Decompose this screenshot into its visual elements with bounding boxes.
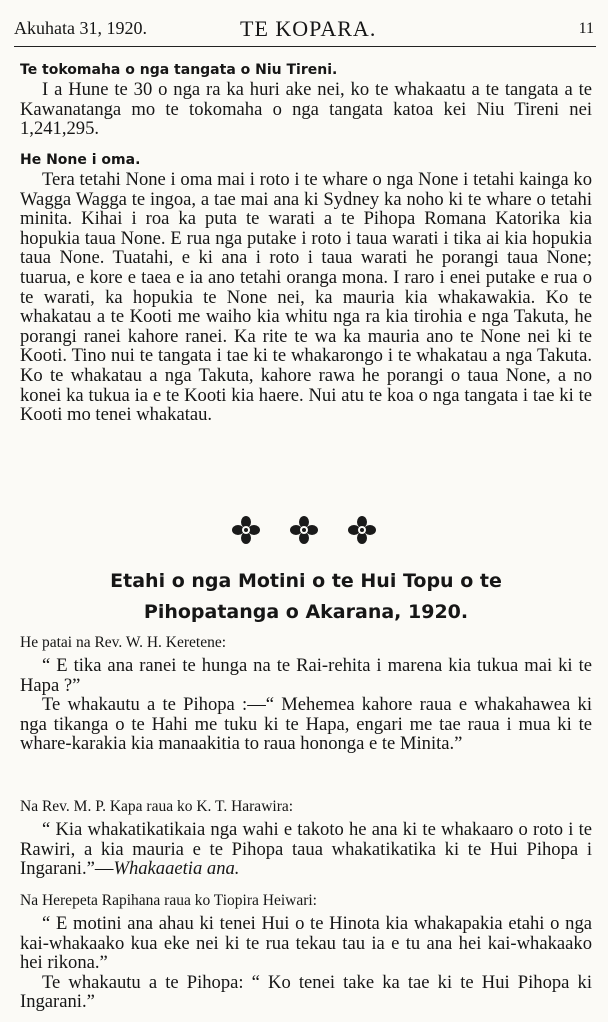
section-population — [20, 60, 592, 139]
motion-item — [20, 632, 592, 754]
motion-quote — [20, 820, 592, 879]
page-header — [14, 10, 596, 47]
motion-reply: Te whakautu a te Pihopa :—“ Mehemea kahore raua e whakahawea ki nga tikanga o te Hahi me tuku ki te Hapa, engari me tae raua i mua ki te whare-karakia kia manaakitia to raua hononga e te Minita.” — [20, 694, 592, 755]
motion-speaker: Na Rev. M. P. Kapa raua ko K. T. Harawira: — [20, 798, 294, 815]
flower-ornament-icon — [231, 515, 261, 545]
section-body: Tera tetahi None i oma mai i roto i te whare o nga None i tetahi kainga ko Wagga Wagga te ingoa, a tae mai ana ki Sydney ka noho ki te whare o tetahi minita. Kihai i roa ka puta te warati a te Pihopa Romana Katorika kia hopukia taua None. E rua nga putake i roto i taua warati i tika ai kia hopukia taua None. Tuatahi, e ki ana i roto i taua warati he porangi taua None; tuarua, e kore e taea e ia ano tetahi oranga mona. I raro i enei putake e rua o te warati, ka hopukia te None nei, ka mauria kia whakawakia. Ko te whakatau a te Kooti me waiho kia whitu nga ra kia tirohia e nga Takuta, he porangi ranei kahore ranei. Ka rite te wa ka mauria ano te None nei ki te Kooti. Tino nui te tangata i tae ki te whakarongo i te whakatau a nga Takuta. Ko te whakatau a nga Takuta, kahore rawa he porangi o taua None, a no konei ka tukua ia e te Kooti kia haere. Nui atu te koa o nga tangata i tae ki te Kooti mo tenei whakatau. — [20, 169, 592, 426]
motion-quote: “ E tika ana ranei te hunga na te Rai-rehita i marena kia tukua mai ki te Hapa ?” — [20, 655, 592, 696]
section-heading: Te tokomaha o nga tangata o Niu Tireni. — [20, 62, 338, 78]
header-date: Akuhata 31, 1920. — [14, 18, 147, 38]
section-nun — [20, 150, 592, 425]
article-title-line: Pihopatanga o Akarana, 1920. — [143, 601, 469, 623]
motion-reply: Te whakautu a te Pihopa: “ Ko tenei take ka tae ki te Hui Pihopa ki Ingarani.” — [20, 971, 592, 1013]
section-body: I a Hune te 30 o nga ra ka huri ake nei, ko te whakaatu a te tangata a te Kawanatanga mo te tokomaha o nga tangata katoa kei Niu Tireni nei 1,241,295. — [20, 79, 592, 140]
motion-quote-text: “ Kia whakatikatikaia nga wahi e takoto he ana ki te whakaaro o roto i te Rawiri, a kia mauria e te Pihopa taua whakatikatika ki te Hui Pihopa i Ingarani.”— — [20, 819, 592, 880]
article-title-line: Etahi o nga Motini o te Hui Topu o te — [110, 570, 502, 592]
ornament-row — [0, 512, 608, 548]
flower-ornament-icon — [289, 515, 319, 545]
article-title — [20, 566, 592, 628]
page-number: 11 — [578, 20, 594, 37]
header-title: TE KOPARA. — [240, 16, 377, 41]
motion-item — [20, 796, 592, 879]
section-heading: He None i oma. — [20, 152, 141, 168]
motion-item — [20, 890, 592, 1012]
motion-quote: “ E motini ana ahau ki tenei Hui o te Hinota kia whakapakia etahi o nga kai-whakaako kua eke nei ki te rua tekau tau ia e tu ana hei kai-whakaako hei rikona.” — [20, 913, 592, 974]
flower-ornament-icon — [347, 515, 377, 545]
motion-note: Whakaaetia ana. — [113, 858, 240, 880]
motion-speaker: Na Herepeta Rapihana raua ko Tiopira Heiwari: — [20, 892, 317, 909]
motion-speaker: He patai na Rev. W. H. Keretene: — [20, 634, 227, 651]
